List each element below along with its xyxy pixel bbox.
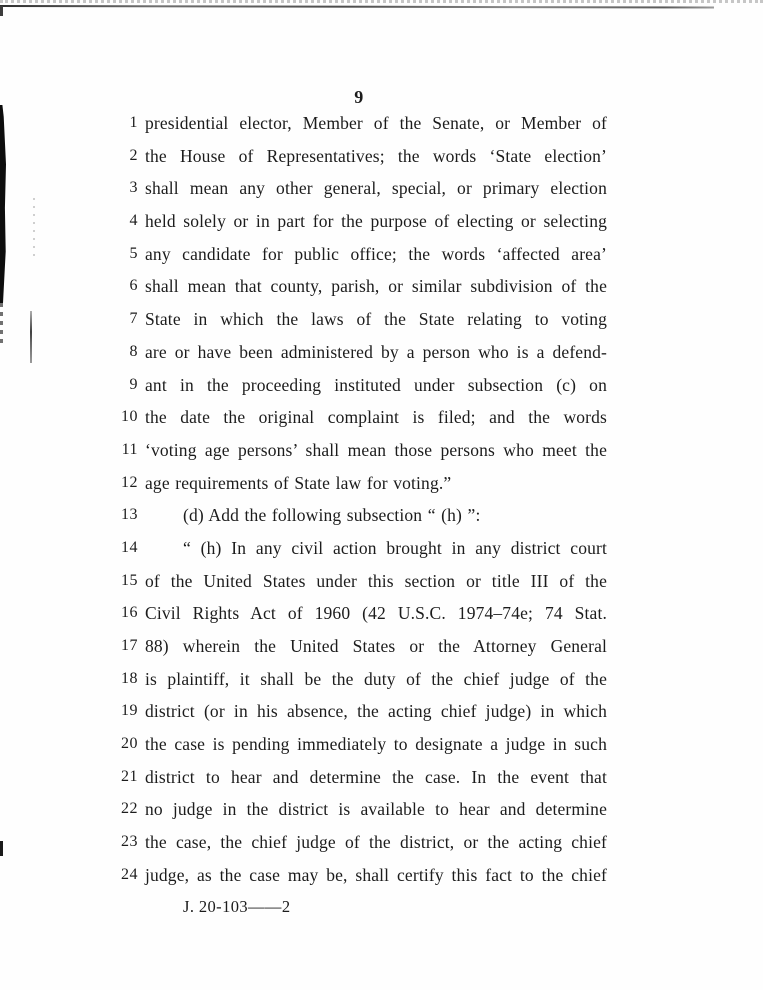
text-line xyxy=(98,205,607,238)
line-text: district (or in his absence, the acting chief judge) in which xyxy=(145,701,607,722)
line-number: 1 xyxy=(129,114,138,131)
text-line xyxy=(98,630,607,663)
scan-artifact-top-dotted-line xyxy=(0,0,763,3)
line-number: 21 xyxy=(121,767,138,785)
line-text: is plaintiff, it shall be the duty of the chief judge of the xyxy=(145,668,607,689)
line-number: 2 xyxy=(129,146,138,164)
line-number: 11 xyxy=(121,440,138,458)
text-line xyxy=(98,826,607,859)
line-number: 20 xyxy=(121,735,138,753)
scan-artifact-margin-line xyxy=(30,311,32,363)
line-number: 18 xyxy=(121,669,138,687)
line-text: any candidate for public office; the words ‘affected area’ xyxy=(145,243,607,264)
text-line xyxy=(98,270,607,303)
line-text: the case, the chief judge of the district, or the acting chief xyxy=(145,832,607,853)
text-line xyxy=(98,761,607,794)
scan-artifact-left-black-strip xyxy=(0,105,6,303)
line-text: Civil Rights Act of 1960 (42 U.S.C. 1974–74e; 74 Stat. xyxy=(145,603,607,624)
text-line xyxy=(98,728,607,761)
line-text: district to hear and determine the case. In the event that xyxy=(145,766,607,787)
line-text: the House of Representatives; the words ‘State election’ xyxy=(145,145,607,166)
line-number: 3 xyxy=(129,179,138,197)
line-text: presidential elector, Member of the Senate, or Member of xyxy=(145,113,607,133)
text-line xyxy=(98,401,607,434)
line-number: 15 xyxy=(121,571,138,589)
line-text: judge, as the case may be, shall certify this fact to the chief xyxy=(145,864,607,885)
text-line xyxy=(98,532,607,565)
line-number: 5 xyxy=(129,244,138,262)
line-number: 8 xyxy=(129,342,138,360)
document-body xyxy=(98,107,607,892)
line-text: of the United States under this section or title III of the xyxy=(145,570,607,591)
text-line xyxy=(98,369,607,402)
text-line xyxy=(98,597,607,630)
text-line xyxy=(98,499,607,532)
line-number: 19 xyxy=(121,702,138,720)
line-number: 22 xyxy=(121,800,138,818)
line-number: 13 xyxy=(121,506,138,524)
scan-artifact-left-strip-tail xyxy=(0,303,3,343)
scan-artifact-margin-dots xyxy=(33,198,35,260)
text-line xyxy=(98,793,607,826)
line-number: 23 xyxy=(121,833,138,851)
line-text: State in which the laws of the State relating to voting xyxy=(145,309,607,330)
text-line xyxy=(98,695,607,728)
text-line xyxy=(98,565,607,598)
line-text: shall mean any other general, special, or primary election xyxy=(145,178,607,199)
line-number: 16 xyxy=(121,604,138,622)
line-number: 7 xyxy=(129,310,138,328)
line-text: “ (h) In any civil action brought in any district court xyxy=(183,537,607,558)
line-text: are or have been administered by a person who is a defend- xyxy=(145,341,607,362)
scan-artifact-top-edge-line xyxy=(0,5,714,8)
line-number: 14 xyxy=(121,538,138,556)
line-number: 9 xyxy=(129,375,138,393)
line-text: (d) Add the following subsection “ (h) ”: xyxy=(183,505,481,526)
text-line xyxy=(98,107,607,140)
text-line xyxy=(98,172,607,205)
line-number: 17 xyxy=(121,637,138,654)
line-number: 10 xyxy=(121,408,138,426)
line-text: ant in the proceeding instituted under subsection (c) on xyxy=(145,374,607,395)
line-text: the case is pending immediately to designate a judge in such xyxy=(145,734,607,755)
text-line xyxy=(98,336,607,369)
line-text: 88) wherein the United States or the Attorney General xyxy=(145,636,607,656)
line-number: 6 xyxy=(129,277,138,295)
line-number: 24 xyxy=(121,865,138,883)
line-text: ‘voting age persons’ shall mean those persons who meet the xyxy=(145,439,607,460)
line-text: the date the original complaint is filed; and the words xyxy=(145,407,607,428)
footer-note: J. 20-103——2 xyxy=(183,897,291,916)
line-text: no judge in the district is available to hear and determine xyxy=(145,799,607,820)
text-line xyxy=(98,140,607,173)
text-line xyxy=(98,238,607,271)
scan-artifact-left-tick xyxy=(0,841,3,856)
line-text: shall mean that county, parish, or similar subdivision of the xyxy=(145,276,607,297)
line-number: 12 xyxy=(121,473,138,491)
line-text: age requirements of State law for voting.” xyxy=(145,472,452,493)
text-line xyxy=(98,303,607,336)
text-line xyxy=(98,663,607,696)
page-number: 9 xyxy=(354,87,364,107)
text-line xyxy=(98,859,607,892)
line-number: 4 xyxy=(129,212,138,230)
text-line xyxy=(98,467,607,500)
scan-artifact-corner-mark xyxy=(0,6,3,16)
text-line xyxy=(98,434,607,467)
line-text: held solely or in part for the purpose of electing or selecting xyxy=(145,211,607,232)
